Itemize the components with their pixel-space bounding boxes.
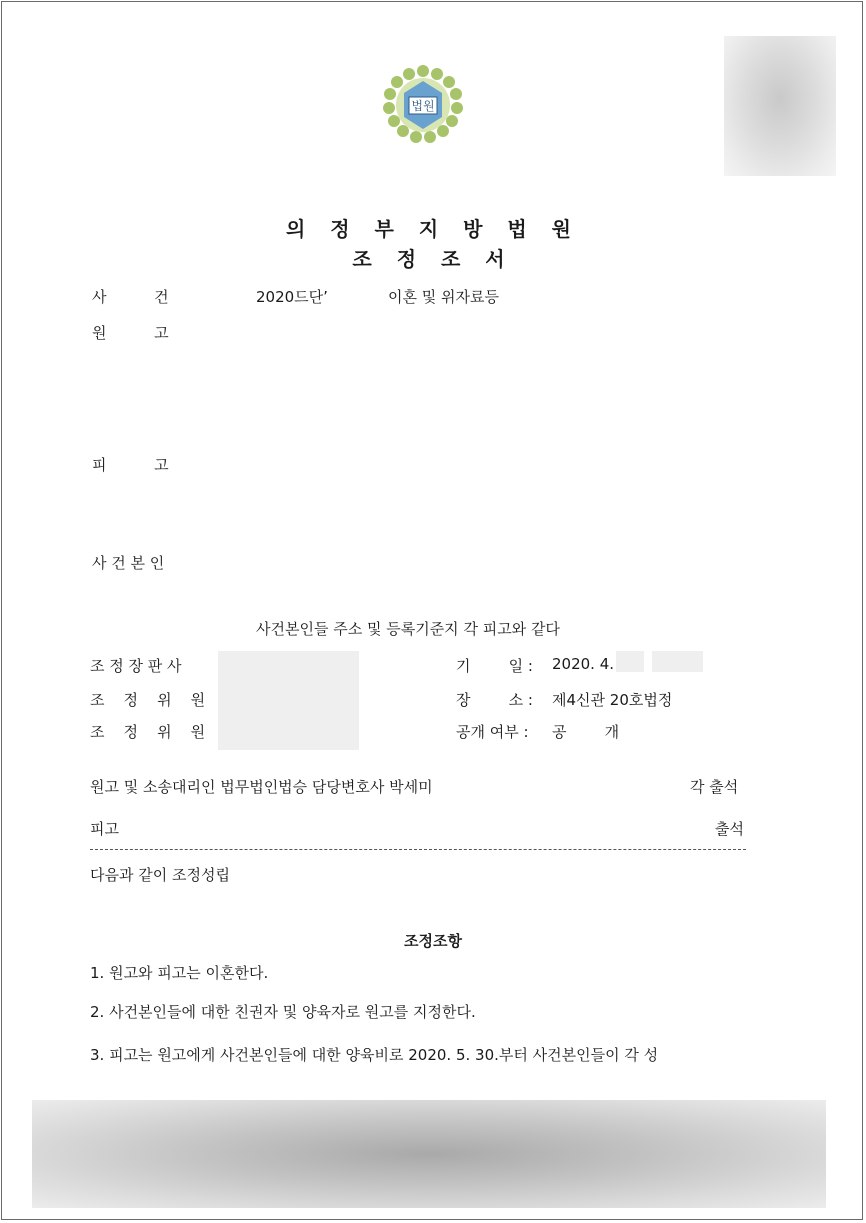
redacted-names: [218, 651, 359, 750]
judge-label: 조 정 장 판 사: [90, 657, 182, 675]
dashed-divider: [90, 849, 746, 850]
term-item: 2. 사건본인들에 대한 친권자 및 양육자로 원고를 지정한다.: [90, 1003, 476, 1021]
case-name: 이혼 및 위자료등: [388, 288, 499, 306]
public-label: 공개 여부 :: [456, 723, 529, 741]
case-number: 2020드단’: [256, 288, 328, 306]
redacted-date-time: [652, 651, 703, 672]
case-label: 사 건: [92, 288, 169, 306]
court-name: 의 정 부 지 방 법 원: [285, 217, 581, 241]
date-label: 기 일 :: [456, 657, 533, 675]
term-item: 3. 피고는 원고에게 사건본인들에 대한 양육비로 2020. 5. 30.부터 사건본인들이 각 성: [90, 1046, 659, 1064]
place-label: 장 소 :: [456, 691, 533, 709]
place-value: 제4신관 20호법정: [552, 691, 673, 709]
defendant-attendance-status: 출석: [715, 820, 744, 838]
blurred-photo: [724, 36, 836, 176]
plaintiff-attendance: 원고 및 소송대리인 법무법인법승 담당변호사 박세미: [90, 778, 433, 796]
page-frame: [1, 1, 863, 1220]
date-value: 2020. 4.: [552, 655, 615, 673]
document-title: 조 정 조 서: [352, 247, 514, 271]
person-label: 사 건 본 인: [92, 554, 165, 572]
member2-label: 조 정 위 원: [90, 723, 206, 741]
plaintiff-label: 원 고: [92, 324, 169, 342]
terms-heading: 조정조항: [404, 932, 462, 950]
blurred-footer: [32, 1100, 826, 1208]
court-seal-icon: [382, 64, 464, 146]
term-item: 1. 원고와 피고는 이혼한다.: [90, 964, 269, 982]
public-value: 공 개: [552, 723, 620, 741]
seal-text: 법원: [411, 99, 435, 113]
plaintiff-attendance-status: 각 출석: [690, 778, 739, 796]
defendant-attendance: 피고: [90, 820, 119, 838]
member1-label: 조 정 위 원: [90, 691, 206, 709]
redacted-date-day: [616, 651, 644, 672]
mediation-result: 다음과 같이 조정성립: [90, 866, 230, 884]
person-note: 사건본인들 주소 및 등록기준지 각 피고와 같다: [256, 620, 560, 638]
defendant-label: 피 고: [92, 456, 169, 474]
